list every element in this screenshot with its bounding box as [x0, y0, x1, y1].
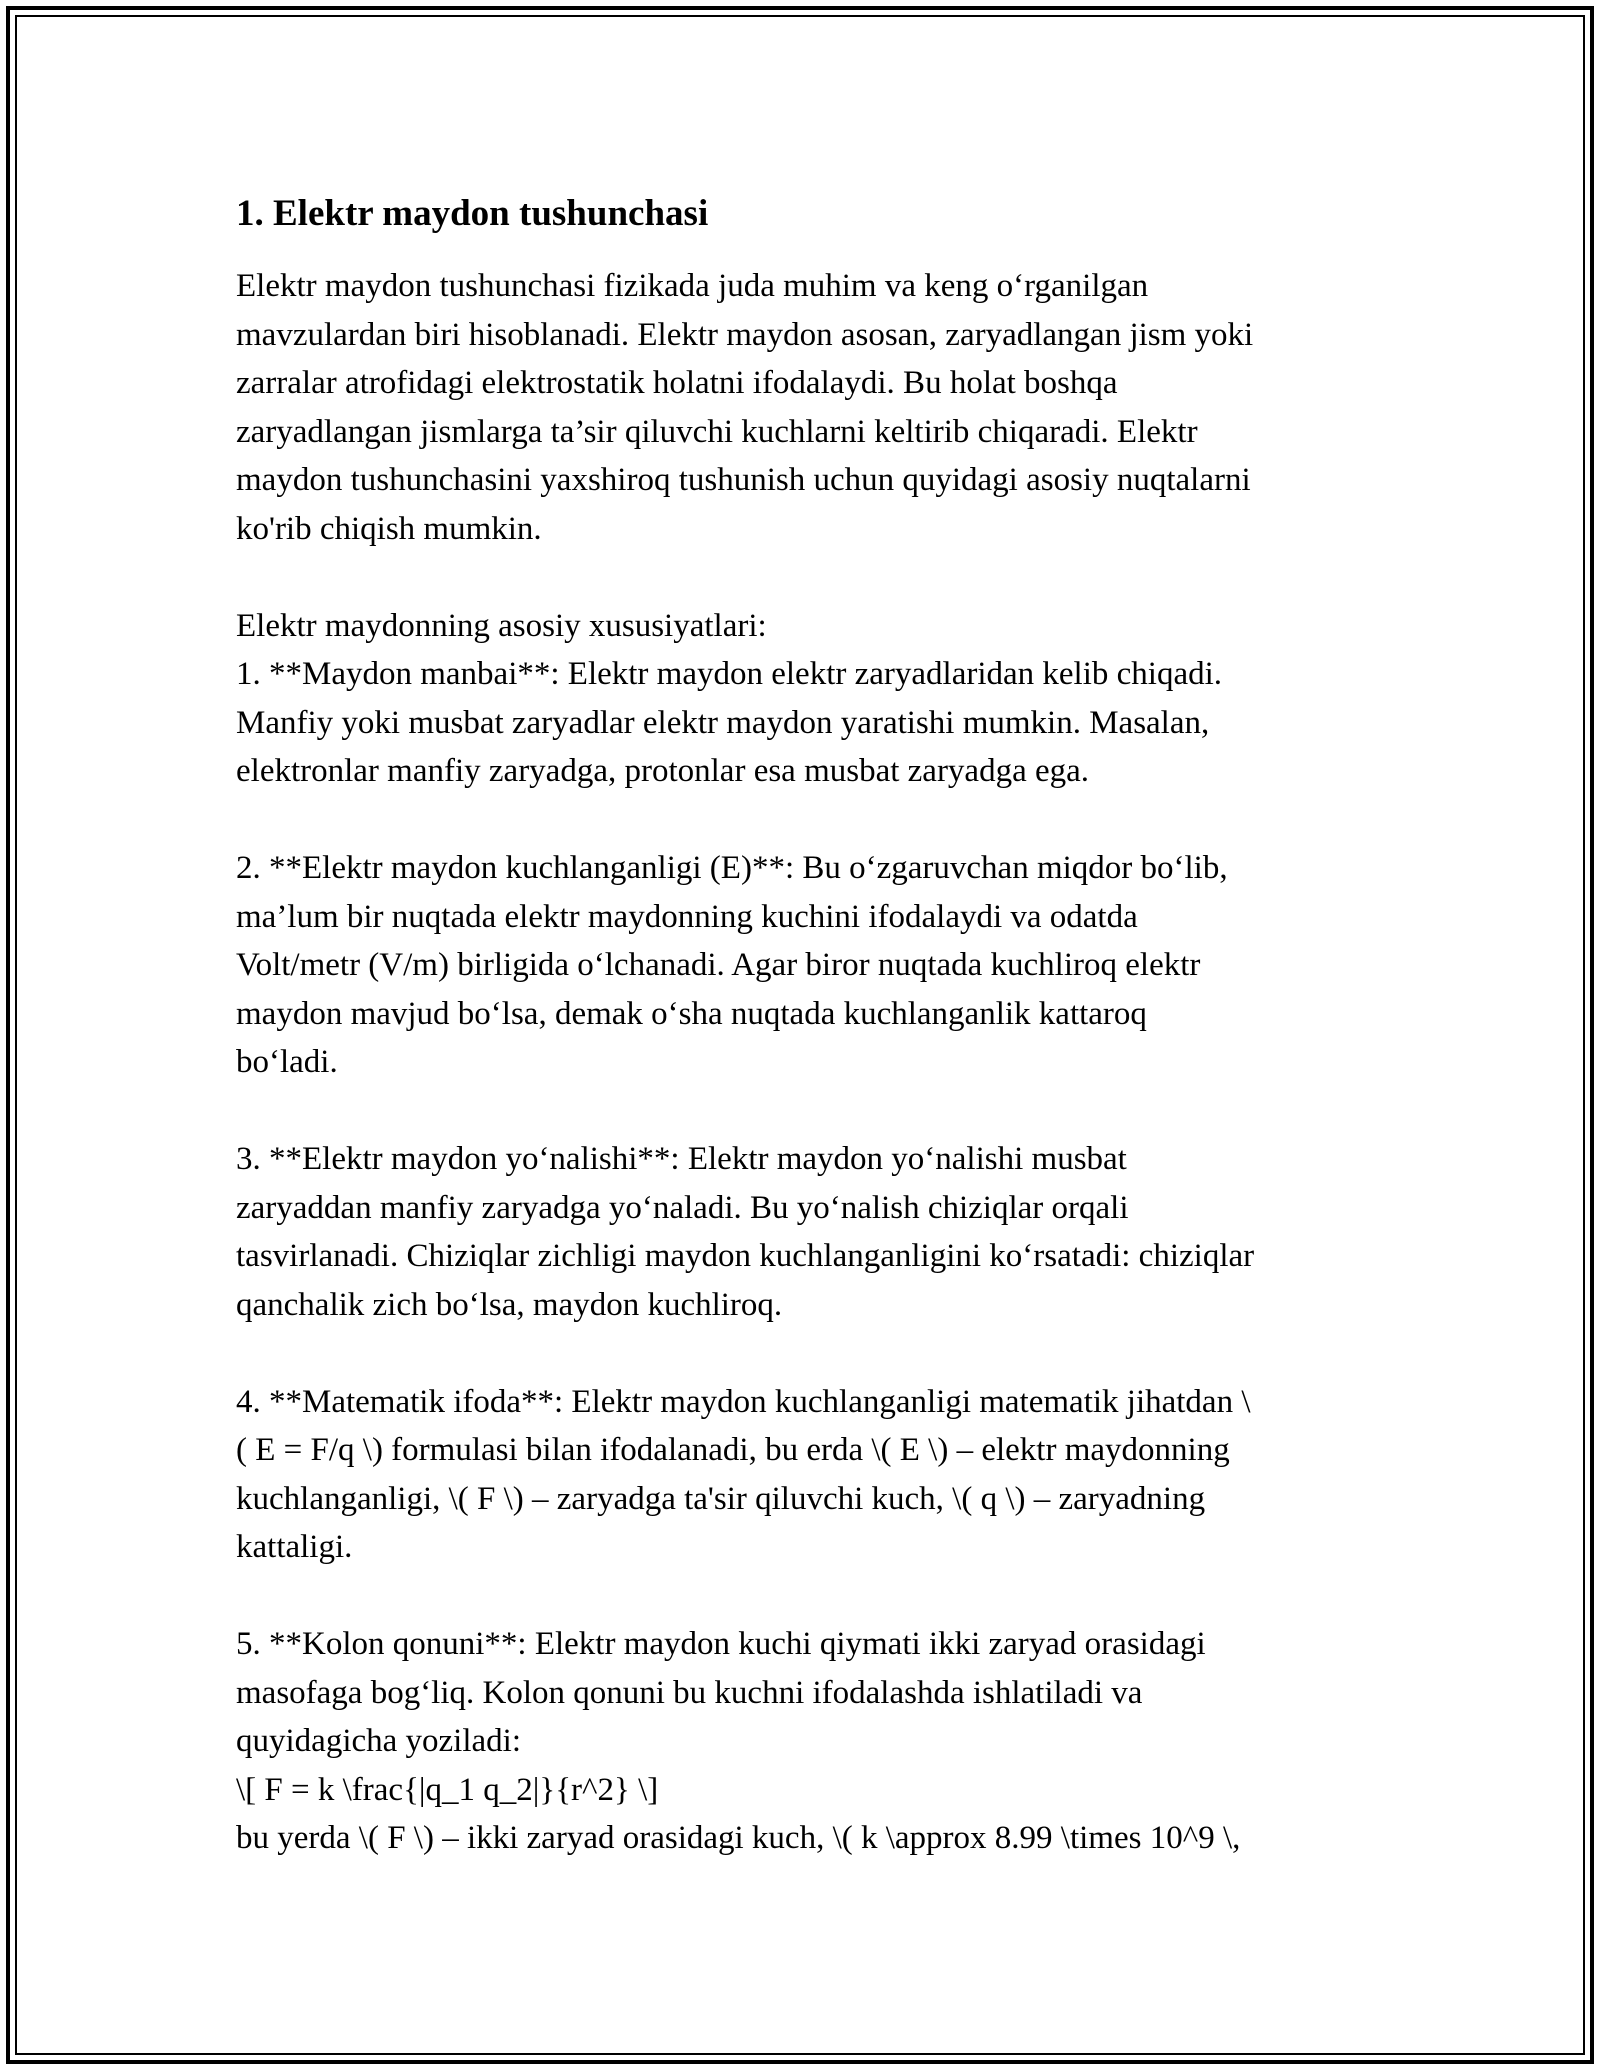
text-line: 5. **Kolon qonuni**: Elektr maydon kuchi qiymati ikki zaryad orasidagi: [236, 1626, 1206, 1662]
text-line: kattaligi.: [236, 1529, 353, 1565]
text-line: maydon mavjud bo‘lsa, demak o‘sha nuqtada kuchlanganlik kattaroq: [236, 995, 1147, 1032]
text-line: 1. **Maydon manbai**: Elektr maydon elektr zaryadlaridan kelib chiqadi.: [236, 656, 1223, 692]
text-line: 2. **Elektr maydon kuchlanganligi (E)**: Bu o‘zgaruvchan miqdor bo‘lib,: [236, 850, 1228, 886]
text-line: zarralar atrofidagi elektrostatik holatni ifodalaydi. Bu holat boshqa: [236, 365, 1118, 401]
text-line: mavzulardan biri hisoblanadi. Elektr maydon asosan, zaryadlangan jism yoki: [236, 316, 1254, 353]
section-heading: 1. Elektr maydon tushunchasi: [236, 193, 709, 234]
blank-line: [236, 1572, 1386, 1621]
text-line: Elektr maydonning asosiy xususiyatlari:: [236, 607, 767, 644]
text-line: \[ F = k \frac{|q_1 q_2|}{r^2} \]: [236, 1771, 659, 1808]
text-line: masofaga bog‘liq. Kolon qonuni bu kuchni ifodalashda ishlatiladi va: [236, 1674, 1143, 1711]
blank-line: [236, 1329, 1386, 1378]
blank-line: [236, 553, 1386, 602]
text-line: ma’lum bir nuqtada elektr maydonning kuchini ifodalaydi va odatda: [236, 898, 1138, 935]
text-line: bu yerda \( F \) – ikki zaryad orasidagi kuch, \( k \approx 8.99 \times 10^9 \,: [236, 1820, 1241, 1856]
paragraph-lines: [236, 262, 1386, 1863]
text-line: ( E = F/q \) formulasi bilan ifodalanadi, bu erda \( E \) – elektr maydonning: [236, 1432, 1230, 1468]
document-body: [236, 186, 1386, 1863]
text-line: 4. **Matematik ifoda**: Elektr maydon kuchlanganligi matematik jihatdan \: [236, 1383, 1251, 1420]
text-line: ko'rib chiqish mumkin.: [236, 510, 542, 547]
blank-line: [236, 796, 1386, 845]
text-line: qanchalik zich bo‘lsa, maydon kuchliroq.: [236, 1286, 783, 1323]
text-line: zaryaddan manfiy zaryadga yo‘naladi. Bu yo‘nalish chiziqlar orqali: [236, 1189, 1129, 1226]
text-line: zaryadlangan jismlarga ta’sir qiluvchi kuchlarni keltirib chiqaradi. Elektr: [236, 413, 1198, 450]
text-line: Elektr maydon tushunchasi fizikada juda muhim va keng o‘rganilgan: [236, 268, 1149, 304]
text-line: elektronlar manfiy zaryadga, protonlar esa musbat zaryadga ega.: [236, 753, 1090, 789]
text-line: quyidagicha yoziladi:: [236, 1723, 521, 1759]
text-line: maydon tushunchasini yaxshiroq tushunish uchun quyidagi asosiy nuqtalarni: [236, 462, 1251, 498]
text-line: kuchlanganligi, \( F \) – zaryadga ta'sir qiluvchi kuch, \( q \) – zaryadning: [236, 1480, 1206, 1517]
text-line: bo‘ladi.: [236, 1044, 338, 1080]
text-line: 3. **Elektr maydon yo‘nalishi**: Elektr maydon yo‘nalishi musbat: [236, 1141, 1127, 1177]
text-line: Manfiy yoki musbat zaryadlar elektr maydon yaratishi mumkin. Masalan,: [236, 704, 1210, 741]
text-line: tasvirlanadi. Chiziqlar zichligi maydon kuchlanganligini ko‘rsatadi: chiziqlar: [236, 1238, 1255, 1274]
text-line: Volt/metr (V/m) birligida o‘lchanadi. Agar biror nuqtada kuchliroq elektr: [236, 947, 1201, 983]
blank-line: [236, 1087, 1386, 1136]
